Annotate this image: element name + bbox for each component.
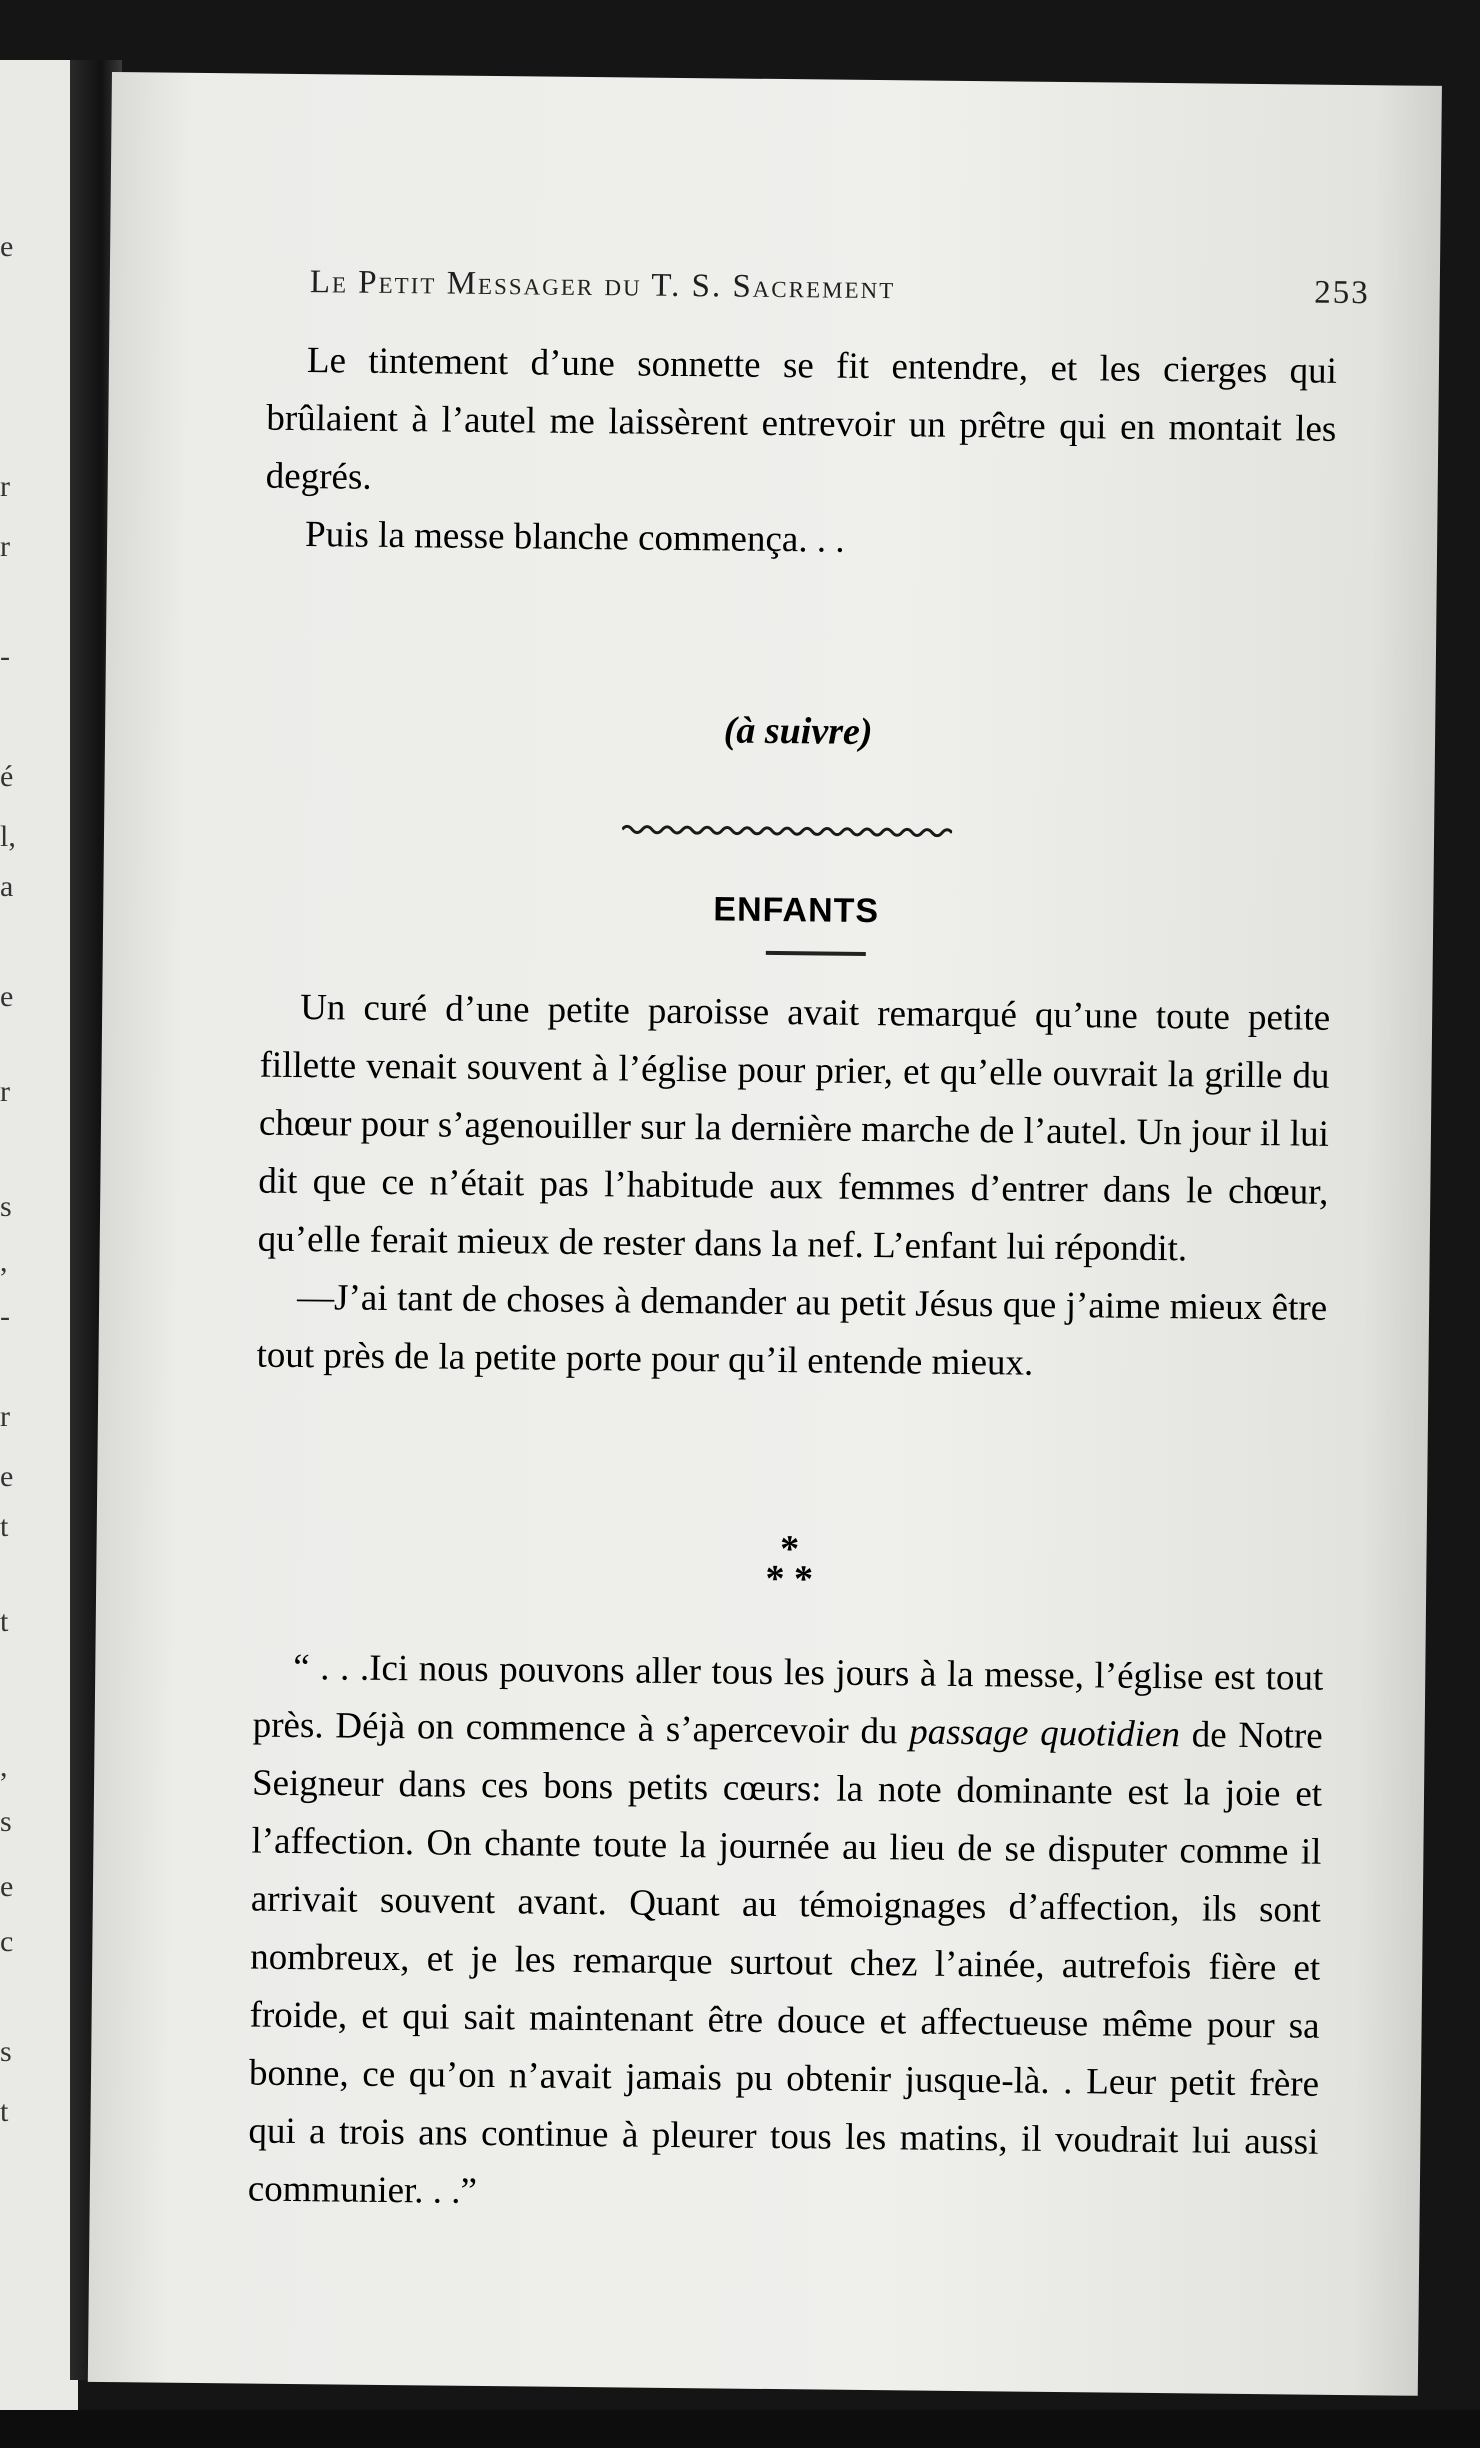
- left-page-fragment: -: [0, 640, 10, 673]
- left-page-fragment: e: [0, 1870, 14, 1903]
- left-page-fragment: s: [0, 1190, 12, 1223]
- left-page-fragment: s: [0, 1805, 12, 1838]
- left-page-fragment: c: [0, 1925, 14, 1958]
- quote-text-1: “ . . .Ici nous pouvons aller tous les jours à la messe, l’église est tout près. Déjà on commence à s’apercevoir du: [252, 1646, 1324, 1753]
- left-page-fragment: s: [0, 2035, 12, 2068]
- running-head-title: Le Petit Messager du T. S. Sacrement: [309, 264, 896, 307]
- quote-paragraph: [248, 1639, 1324, 2230]
- left-page-fragment: t: [0, 2095, 9, 2128]
- asterism-block: [254, 1529, 1325, 1610]
- continued-block: [263, 704, 1334, 775]
- section-body-2: [248, 1639, 1324, 2230]
- page-number: 253: [1314, 274, 1370, 312]
- to-be-continued: (à suivre): [723, 709, 873, 753]
- wavy-ornament-icon: [622, 822, 952, 839]
- heading-underline: [766, 951, 866, 956]
- asterism: [254, 1529, 1325, 1600]
- quote-italic: passage quotidien: [909, 1711, 1181, 1756]
- asterism-top: *: [779, 1528, 800, 1571]
- section-paragraph-2: —J’ai tant de choses à demander au petit Jésus que j’aime mieux être tout près de la petite porte pour qu’il entende mieux.: [256, 1277, 1328, 1384]
- left-page-fragment: l,: [0, 820, 16, 853]
- book-page: [88, 72, 1442, 2396]
- left-page-fragment: ,: [0, 1750, 8, 1783]
- left-page-fragment: t: [0, 1510, 9, 1543]
- left-page-fragment: e: [0, 230, 14, 263]
- left-page-fragment: r: [0, 1075, 10, 1108]
- story-end: [265, 332, 1337, 575]
- left-page-fragment: r: [0, 1400, 10, 1433]
- left-page-fragment: e: [0, 1460, 14, 1493]
- ornament-block: [262, 819, 1332, 850]
- left-page-fragment: e: [0, 980, 14, 1013]
- left-page-fragment: -: [0, 1300, 10, 1333]
- section-heading-block: [261, 886, 1332, 977]
- scan-bottom-edge: [0, 2410, 1480, 2448]
- left-page-fragment: é: [0, 760, 14, 793]
- asterism-bottom: * *: [765, 1557, 814, 1601]
- story-paragraph-2: Puis la messe blanche commença. . .: [304, 514, 845, 561]
- left-page-fragment: t: [0, 1605, 9, 1638]
- left-page-fragment: ,: [0, 1245, 8, 1278]
- section-paragraph-1: Un curé d’une petite paroisse avait remarqué qu’une toute petite fillette venait souvent à l’église pour prier, et qu’elle ouvrait la grille du chœur pour s’agenouiller sur la dernière marche de l’autel. Un jour il lui dit que ce n’était pas l’habitude aux femmes d’entrer dans le chœur, qu’elle ferait mieux de rester dans la nef. L’enfant lui répondit.: [257, 987, 1331, 1270]
- left-page-fragment: a: [0, 870, 14, 903]
- section-body-1: [256, 979, 1330, 1396]
- section-heading: ENFANTS: [713, 890, 880, 931]
- story-paragraph-1: Le tintement d’une sonnette se fit entendre, et les cierges qui brûlaient à l’autel me laissèrent entrevoir un prêtre qui en montait les degrés.: [265, 340, 1338, 498]
- quote-text-2: de Notre Seigneur dans ces bons petits cœurs: la note dominante est la joie et l’affection. On chante toute la journée au lieu de se disputer comme il arrivait souvent avant. Quant au témoignages d’affection, ils sont nombreux, et je les remarque surtout chez l’ainée, autrefois fière et froide, et qui sait maintenant être douce et affectueuse même pour sa bonne, ce qu’on n’avait jamais pu obtenir jusque-là. . Leur petit frère qui a trois ans continue à pleurer tous les matins, il voudrait lui aussi communier. . .”: [247, 1714, 1323, 2212]
- running-head: [310, 264, 1370, 312]
- left-page-fragment: r: [0, 470, 10, 503]
- left-page-edge: [0, 60, 78, 2410]
- left-page-fragment: r: [0, 530, 10, 563]
